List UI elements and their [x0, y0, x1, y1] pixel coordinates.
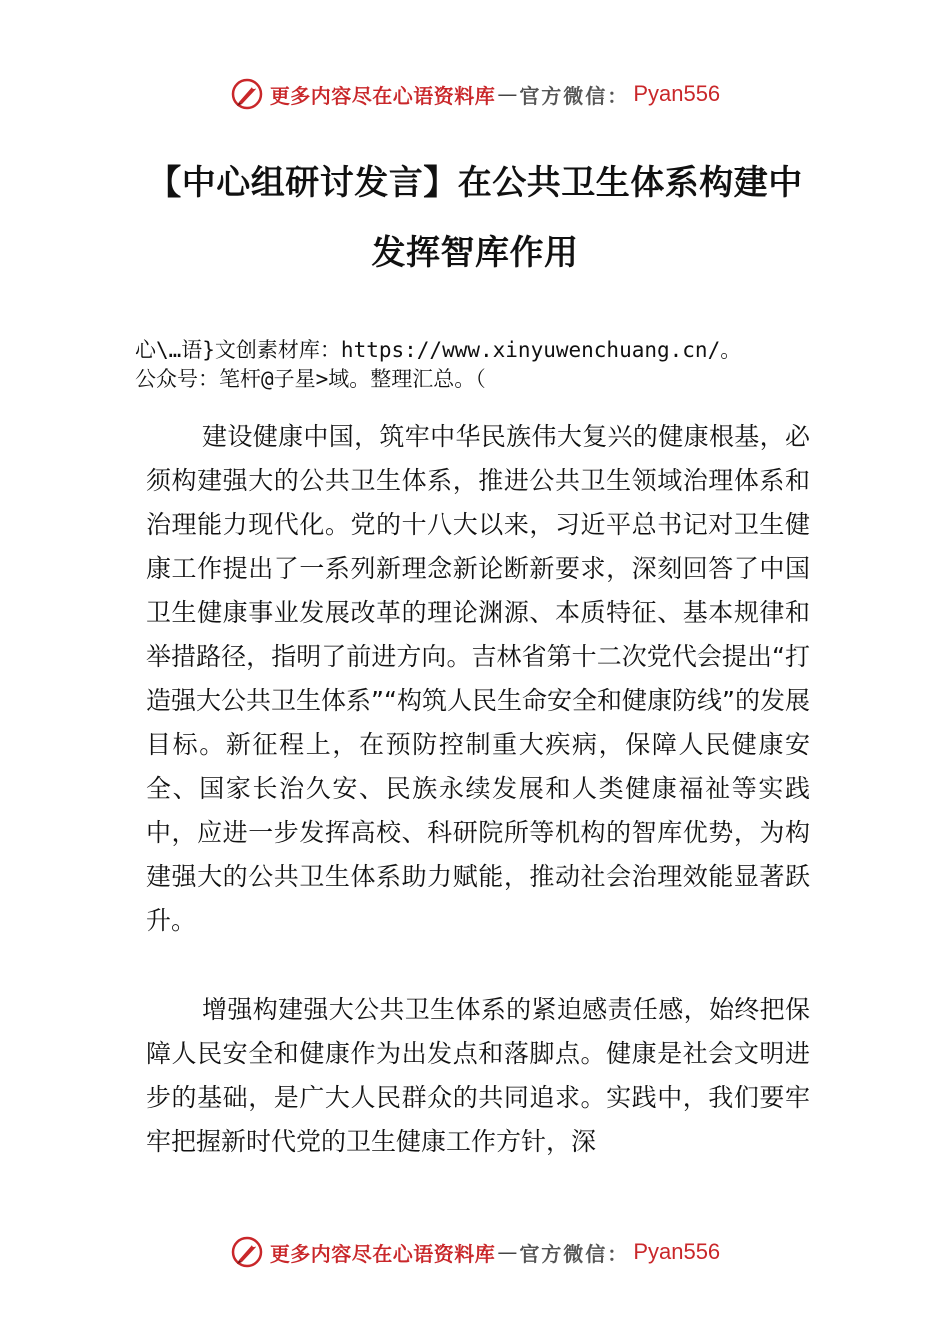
footer-wechat-id: Pyan556	[633, 1239, 721, 1264]
footer-dash: —	[497, 1240, 518, 1264]
document-title-line-1: 【中心组研讨发言】在公共卫生体系构建中	[147, 163, 803, 203]
body-paragraph-2: 增强构建强大公共卫生体系的紧迫感责任感，始终把保障人民安全和健康作为出发点和落脚点。健康是社会文明进步的基础，是广大人民群众的共同追求。实践中，我们要牢牢把握新时代党的卫生健康工作方针，深	[146, 995, 810, 1156]
footer-brand-text: 更多内容尽在心语资料库	[269, 1241, 496, 1266]
header-brand-text: 更多内容尽在心语资料库	[269, 83, 496, 108]
footer-banner	[0, 1232, 950, 1272]
body-paragraph-1: 建设健康中国，筑牢中华民族伟大复兴的健康根基，必须构建强大的公共卫生体系，推进公共卫生领域治理体系和治理能力现代化。党的十八大以来，习近平总书记对卫生健康工作提出了一系列新理念新论断新要求，深刻回答了中国卫生健康事业发展改革的理论渊源、本质特征、基本规律和举措路径，指明了前进方向。吉林省第十二次党代会提出“打造强大公共卫生体系”“构筑人民生命安全和健康防线”的发展目标。新征程上，在预防控制重大疾病，保障人民健康安全、国家长治久安、民族永续发展和人类健康福祉等实践中，应进一步发挥高校、科研院所等机构的智库优势，为构建强大的公共卫生体系助力赋能，推动社会治理效能显著跃升。	[146, 422, 810, 935]
header-dash: —	[497, 82, 518, 106]
pen-logo-icon	[230, 77, 264, 111]
header-banner	[0, 74, 950, 114]
source-line-1: 心\…语}文创素材库：https://www.xinyuwenchuang.cn/。	[135, 338, 742, 362]
document-title-line-2: 发挥智库作用	[371, 233, 579, 273]
source-line-2: 公众号：笔杆@子星>域。整理汇总。（	[135, 367, 486, 391]
footer-wechat-label: 官方微信：	[519, 1241, 630, 1266]
header-wechat-id: Pyan556	[633, 81, 721, 106]
header-wechat-label: 官方微信：	[519, 83, 630, 108]
pen-logo-icon	[230, 1235, 264, 1269]
